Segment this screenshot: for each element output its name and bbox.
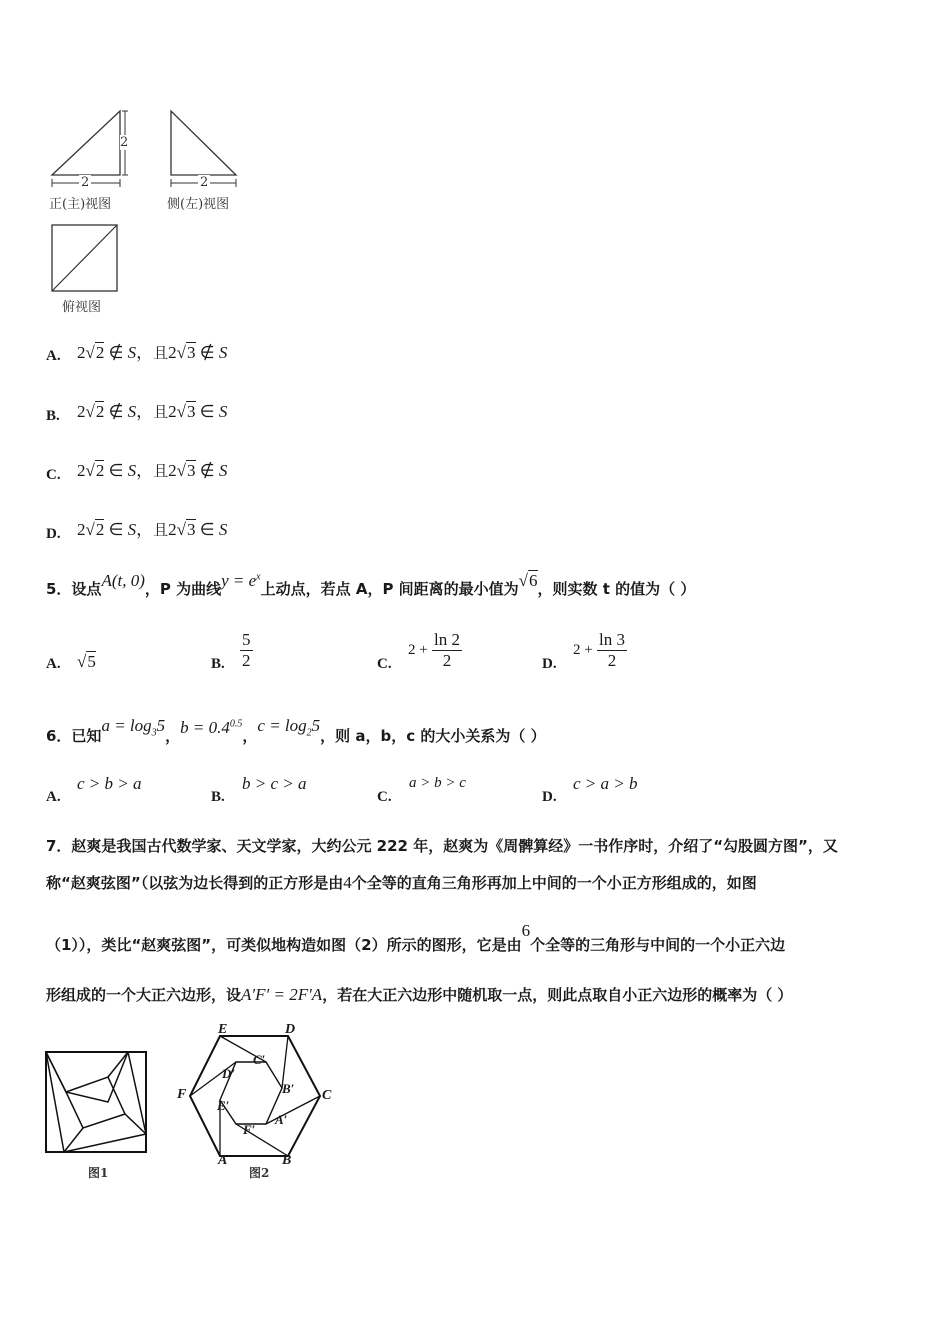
label-D: D bbox=[285, 1022, 296, 1037]
q5-option-d-letter[interactable]: D. bbox=[542, 656, 557, 672]
label-A: A bbox=[218, 1153, 228, 1168]
figure-2-caption: 图2 bbox=[249, 1166, 270, 1180]
side-view-caption: 侧(左)视图 bbox=[167, 197, 230, 212]
label-A-prime: A′ bbox=[275, 1112, 288, 1127]
figure-1-caption: 图1 bbox=[88, 1166, 109, 1180]
label-C: C bbox=[322, 1088, 332, 1103]
label-F-prime: F′ bbox=[243, 1122, 256, 1137]
q6-option-c-letter[interactable]: C. bbox=[377, 789, 392, 805]
q5-option-d-math[interactable]: 2 + $\frac{\ln 3}{2}$ bbox=[573, 630, 625, 670]
q5-option-b-math[interactable]: $\frac{5}{2}$ bbox=[242, 630, 251, 670]
side-view-triangle bbox=[171, 111, 236, 175]
q6-option-b-letter[interactable]: B. bbox=[211, 789, 225, 805]
q6-stem: 6．已知$a = \log_35$，$b = 0.4^{0.5}$，$c = \log_25$，则 a，b，c 的大小关系为（ ） bbox=[46, 716, 546, 745]
q4-option-d-letter[interactable]: D. bbox=[46, 526, 61, 542]
three-view-figure bbox=[40, 105, 260, 320]
dim-label-side-width: 2 bbox=[200, 175, 209, 190]
q4-option-d-math[interactable]: 2√2 ∈ S，且2√3 ∈ S bbox=[77, 520, 228, 539]
front-view-caption: 正(主)视图 bbox=[49, 197, 112, 212]
figure-1-zhao-shuang-diagram bbox=[44, 1050, 148, 1154]
q5-option-c-letter[interactable]: C. bbox=[377, 656, 392, 672]
q4-option-a-math[interactable]: 2√2 ∉ S，且2√3 ∉ S bbox=[77, 343, 228, 362]
figure-2-hexagon-diagram bbox=[180, 1020, 340, 1170]
label-D-prime: D′ bbox=[222, 1066, 236, 1081]
q6-option-b-math[interactable]: b > c > a bbox=[242, 774, 307, 793]
q7-line-4: 形组成的一个大正六边形，设A′F′ = 2F′A，若在大正六边形中随机取一点，则此点取自小正六边形的概率为（ ） bbox=[46, 985, 793, 1004]
label-F: F bbox=[177, 1087, 187, 1102]
q4-option-b-math[interactable]: 2√2 ∉ S，且2√3 ∈ S bbox=[77, 402, 228, 421]
label-E: E bbox=[218, 1022, 228, 1037]
q6-option-d-math[interactable]: c > a > b bbox=[573, 774, 638, 793]
label-E-prime: E′ bbox=[217, 1098, 230, 1113]
q4-option-b-letter[interactable]: B. bbox=[46, 408, 60, 424]
top-view-caption: 俯视图 bbox=[62, 300, 102, 315]
dim-label-height: 2 bbox=[120, 135, 129, 150]
q5-option-a-letter[interactable]: A. bbox=[46, 656, 61, 672]
q7-line-1: 7．赵爽是我国古代数学家、天文学家，大约公元 222 年，赵爽为《周髀算经》一书作序时，介绍了“勾股圆方图”，又 bbox=[46, 837, 838, 855]
q5-stem: 5．设点A(t, 0)，P 为曲线$y = e^x$上动点，若点 A，P 间距离的最小值为√6，则实数 t 的值为（ ） bbox=[46, 571, 696, 598]
q4-option-c-math[interactable]: 2√2 ∈ S，且2√3 ∉ S bbox=[77, 461, 228, 480]
q4-option-a-letter[interactable]: A. bbox=[46, 348, 61, 364]
q6-option-a-letter[interactable]: A. bbox=[46, 789, 61, 805]
label-B-prime: B′ bbox=[282, 1081, 295, 1096]
q5-option-c-math[interactable]: 2 + $\frac{\ln 2}{2}$ bbox=[408, 630, 460, 670]
q7-line-2: 称“赵爽弦图”（以弦为边长得到的正方形是由4个全等的直角三角形再加上中间的一个小正方形组成的，如图 bbox=[46, 873, 757, 892]
q7-line-3: （1）），类比“赵爽弦图”，可类似地构造如图（2）所示的图形，它是由6个全等的三角形与中间的一个小正六边 bbox=[46, 921, 786, 954]
label-B: B bbox=[282, 1153, 292, 1168]
q6-option-c-math[interactable]: a > b > c bbox=[409, 775, 466, 791]
q4-option-c-letter[interactable]: C. bbox=[46, 467, 61, 483]
front-view-triangle bbox=[52, 111, 120, 175]
q5-option-b-letter[interactable]: B. bbox=[211, 656, 225, 672]
dim-label-front-width: 2 bbox=[81, 175, 90, 190]
q5-option-a-math[interactable]: √5 bbox=[77, 652, 96, 671]
q6-option-d-letter[interactable]: D. bbox=[542, 789, 557, 805]
label-C-prime: C′ bbox=[253, 1052, 266, 1067]
q6-option-a-math[interactable]: c > b > a bbox=[77, 774, 142, 793]
